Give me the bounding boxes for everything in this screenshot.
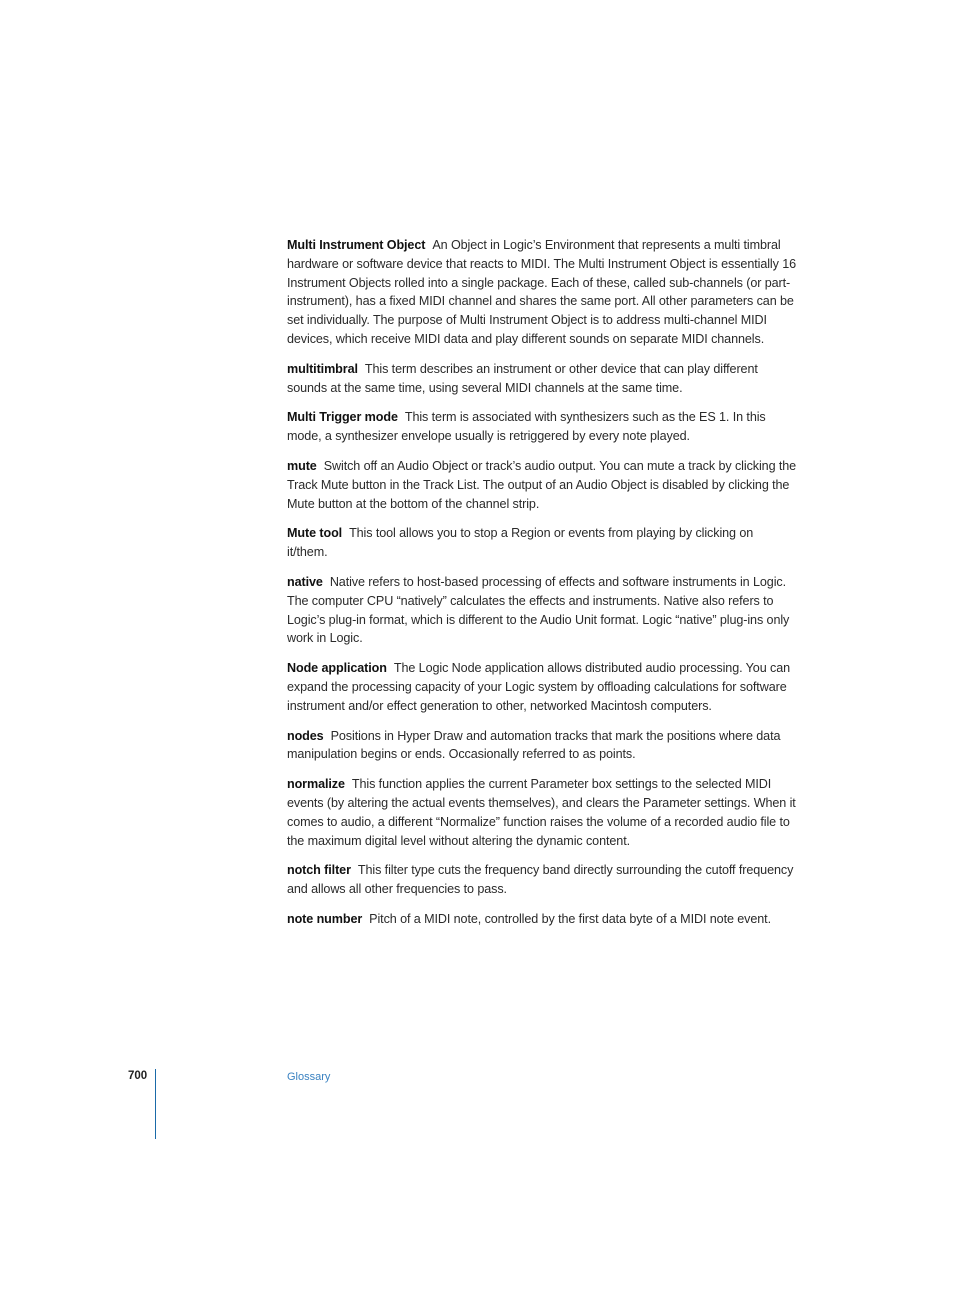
glossary-definition: Switch off an Audio Object or track’s audio output. You can mute a track by clicking the Track Mute button in the Track List. The output of an Audio Object is disabled by clicking the Mute button at the bottom of the channel strip. [287, 458, 797, 511]
glossary-entry [287, 573, 797, 648]
glossary-entry [287, 727, 797, 765]
glossary-entry [287, 457, 797, 513]
glossary-definition: This function applies the current Parameter box settings to the selected MIDI events (by altering the actual events themselves), and clears the Parameter settings. When it comes to audio, a different “Normalize” function raises the volume of a recorded audio file to the maximum digital level without altering the dynamic content. [287, 777, 796, 848]
glossary-term: mute [287, 458, 317, 473]
glossary-term: Multi Trigger mode [287, 410, 398, 425]
glossary-term: nodes [287, 728, 324, 743]
glossary-definition: This term is associated with synthesizers such as the ES 1. In this mode, a synthesizer envelope usually is retriggered by every note played. [287, 410, 766, 444]
glossary-term: notch filter [287, 863, 351, 878]
glossary-term: Multi Instrument Object [287, 238, 426, 252]
glossary-definition: Positions in Hyper Draw and automation tracks that mark the positions where data manipulation begins or ends. Occasionally referred to as points. [287, 728, 781, 762]
glossary-entry [287, 659, 797, 715]
glossary-definition: Native refers to host-based processing of effects and software instruments in Logic. The computer CPU “natively” calculates the effects and instruments. Native also refers to Logic’s plug-in format, which is different to the Audio Unit format. Logic “native” plug-ins only work in Logic. [287, 574, 790, 646]
glossary-entry [287, 236, 797, 349]
glossary-term: note number [287, 911, 363, 926]
glossary-body [287, 236, 797, 940]
glossary-entry [287, 524, 797, 562]
glossary-term: multitimbral [287, 361, 358, 376]
glossary-definition: This term describes an instrument or other device that can play different sounds at the same time, using several MIDI channels at the same time. [287, 361, 758, 395]
glossary-definition: This filter type cuts the frequency band directly surrounding the cutoff frequency and allows all other frequencies to pass. [287, 863, 794, 897]
glossary-entry [287, 910, 797, 929]
glossary-entry [287, 861, 797, 899]
glossary-term: Node application [287, 661, 387, 676]
footer-divider [155, 1069, 156, 1139]
glossary-entry [287, 775, 797, 850]
section-link[interactable]: Glossary [287, 1071, 331, 1083]
page-number: 700 [128, 1070, 148, 1082]
glossary-definition: This tool allows you to stop a Region or events from playing by clicking on it/them. [287, 526, 754, 560]
glossary-entry [287, 408, 797, 446]
glossary-definition: An Object in Logic’s Environment that represents a multi timbral hardware or software device that reacts to MIDI. The Multi Instrument Object is essentially 16 Instrument Objects rolled into a single package. Each of these, called sub-channels (or part-instrument), has a fixed MIDI channel and shares the same port. All other parameters can be set individually. The purpose of Multi Instrument Object is to address multi-channel MIDI devices, which receive MIDI data and play different sounds on separate MIDI channels. [287, 238, 797, 346]
glossary-definition: The Logic Node application allows distributed audio processing. You can expand the processing capacity of your Logic system by offloading calculations for software instrument and/or effect generation to other, networked Macintosh computers. [287, 661, 791, 713]
glossary-entry [287, 360, 797, 398]
glossary-term: normalize [287, 777, 345, 792]
glossary-term: Mute tool [287, 526, 343, 541]
glossary-definition: Pitch of a MIDI note, controlled by the first data byte of a MIDI note event. [369, 911, 771, 926]
glossary-term: native [287, 574, 323, 589]
